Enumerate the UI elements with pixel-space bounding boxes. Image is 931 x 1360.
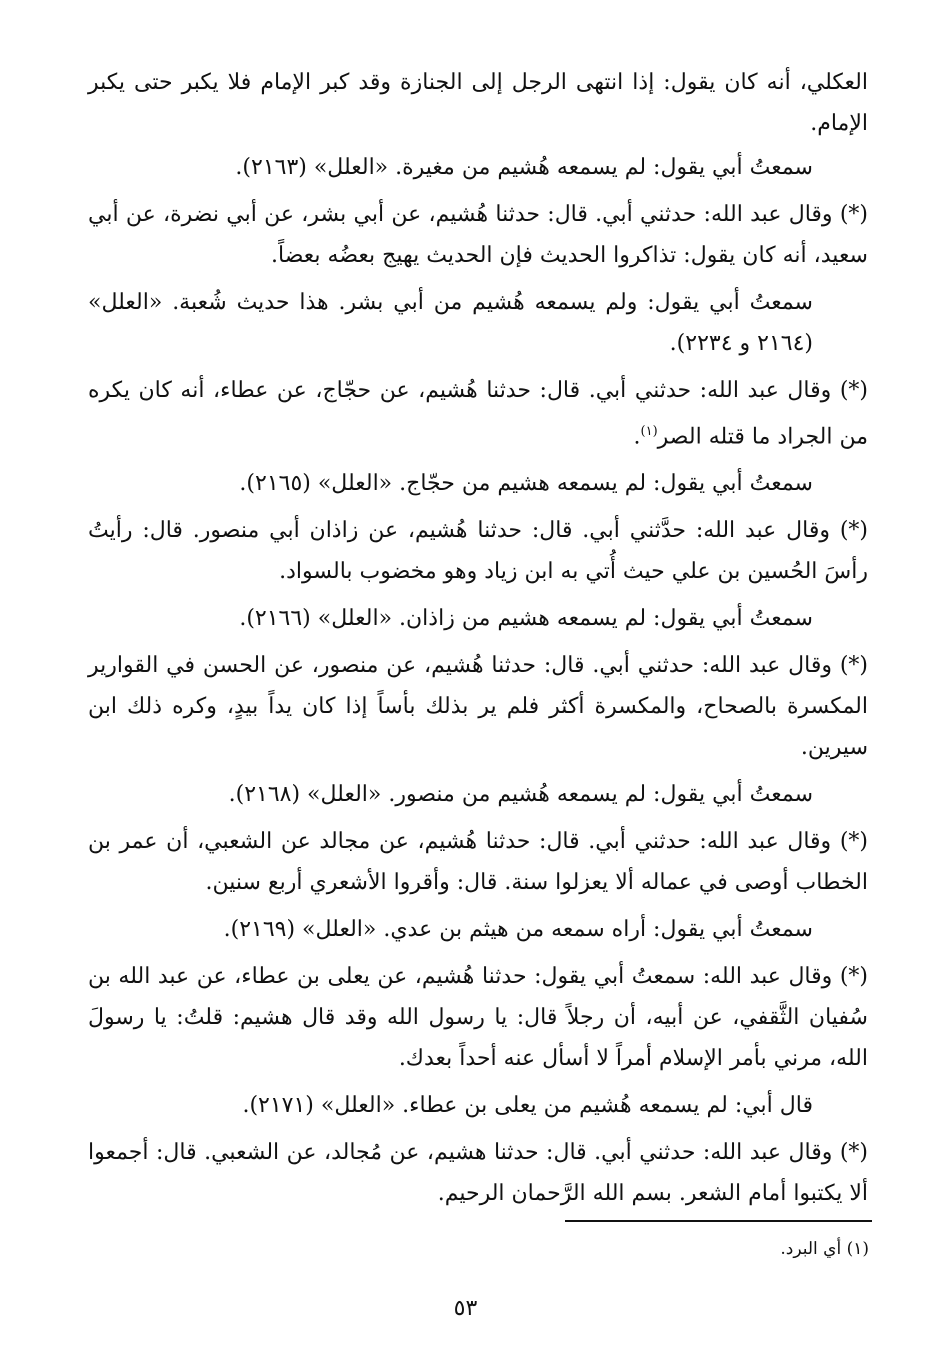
paragraph-7: (*) وقال عبد الله: حدَّثني أبي. قال: حدثنا هُشيم، عن زاذان أبي منصور. قال: رأيتُ رأسَ الحُسين بن علي حيث أُتي به ابن زياد وهو مخضوب بالسواد. [88, 518, 868, 585]
body-text [88, 62, 868, 1220]
paragraph-6: سمعتُ أبي يقول: لم يسمعه هشيم من حجّاج. «العلل» (٢١٦٥). [239, 471, 813, 497]
page-number: ٥٣ [453, 1296, 478, 1321]
paragraph-5-end: . [633, 424, 641, 450]
paragraph-14: قال أبي: لم يسمعه هُشيم من يعلى بن عطاء. «العلل» (٢١٧١). [242, 1093, 813, 1119]
paragraph-4: سمعتُ أبي يقول: ولم يسمعه هُشيم من أبي بشر. هذا حديث شُعبة. «العلل» (٢١٦٤ و ٢٢٣٤). [88, 290, 813, 356]
paragraph-9: (*) وقال عبد الله: حدثني أبي. قال: حدثنا هُشيم، عن منصور، عن الحسن في القوارير المكسرة بالصحاح، والمكسرة أكثر فلم ير بذلك بأساً إذا كان يداً بيدٍ، وكره ذلك ابن سيرين. [88, 653, 868, 761]
paragraph-5 [88, 370, 868, 457]
paragraph-3: (*) وقال عبد الله: حدثني أبي. قال: حدثنا هُشيم، عن أبي بشر، عن أبي نضرة، عن أبي سعيد، أنه كان يقول: تذاكروا الحديث فإن الحديث يهيج بعضُه بعضاً. [88, 202, 868, 268]
paragraph-13: (*) وقال عبد الله: سمعتُ أبي يقول: حدثنا هُشيم، عن يعلى بن عطاء، عن عبد الله بن سُفيان الثَّقفي، عن أبيه، أن رجلاً قال: يا رسول الله وقد قال هشيم: قلتُ: يا رسولَ الله، مرني بأمر الإسلام أمراً لا أسأل عنه أحداً بعدك. [88, 964, 868, 1072]
paragraph-12: سمعتُ أبي يقول: أراه سمعه من هيثم بن عدي. «العلل» (٢١٦٩). [223, 917, 813, 943]
footnote: (١) أي البرد. [780, 1239, 869, 1259]
paragraph-8: سمعتُ أبي يقول: لم يسمعه هشيم من زاذان. «العلل» (٢١٦٦). [239, 606, 813, 632]
footnote-marker: (١) [640, 424, 658, 439]
paragraph-2: سمعتُ أبي يقول: لم يسمعه هُشيم من مغيرة. «العلل» (٢١٦٣). [235, 155, 813, 180]
paragraph-5-text: (*) وقال عبد الله: حدثني أبي. قال: حدثنا هُشيم، عن حجّاج، عن عطاء، أنه كان يكره من الجراد ما قتله الصر [88, 378, 868, 450]
paragraph-11: (*) وقال عبد الله: حدثني أبي. قال: حدثنا هُشيم، عن مجالد عن الشعبي، أن عمر بن الخطاب أوصى في عماله ألا يعزلوا سنة. قال: وأقروا الأشعري أربع سنين. [88, 829, 868, 896]
paragraph-1: العكلي، أنه كان يقول: إذا انتهى الرجل إلى الجنازة وقد كبر الإمام فلا يكبر حتى يكبر الإمام. [88, 70, 868, 136]
paragraph-10: سمعتُ أبي يقول: لم يسمعه هُشيم من منصور. «العلل» (٢١٦٨). [228, 782, 813, 808]
paragraph-15: (*) وقال عبد الله: حدثني أبي. قال: حدثنا هشيم، عن مُجالد، عن الشعبي. قال: أجمعوا ألا يكتبوا أمام الشعر. بسم الله الرَّحمان الرحيم. [88, 1140, 868, 1207]
footnote-divider [565, 1220, 872, 1222]
